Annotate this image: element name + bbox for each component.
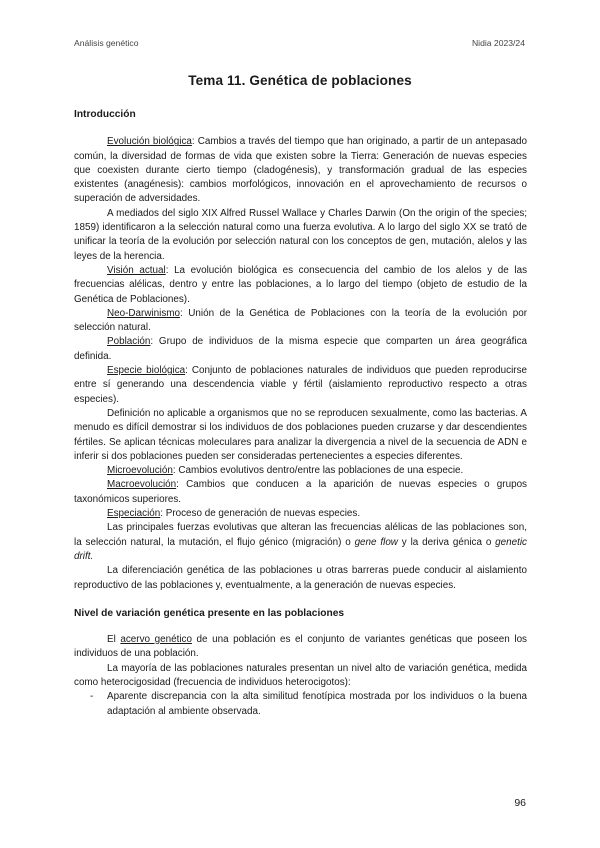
running-header-left: Análisis genético: [74, 38, 139, 48]
term-microevolucion: Microevolución: [107, 465, 173, 477]
paragraph-neo-darwinismo: Neo-Darwinismo: Unión de la Genética de Poblaciones con la teoría de la evolución por selección natural.: [74, 307, 527, 334]
section-heading-variacion-genetica: Nivel de variación genética presente en las poblaciones: [74, 607, 345, 619]
paragraph-historia: A mediados del siglo XIX Alfred Russel Wallace y Charles Darwin (On the origin of the species; 1859) identificaron a la selección natural como una fuerza evolutiva. A lo largo del siglo XX se trató de unificar la teoría de la evolución por selección natural con los conceptos de gen, mutación, alelos y las leyes de la herencia.: [74, 207, 527, 262]
paragraph-especie-biologica: Especie biológica: Conjunto de poblaciones naturales de individuos que pueden reproducirse entre sí generando una descendencia viable y fértil (aislamiento reproductivo respecto a otras especies).: [74, 365, 527, 405]
list-item: - Aparente discrepancia con la alta similitud fenotípica mostrada por los individuos o la buena adaptación al ambiente observada.: [74, 690, 527, 719]
dash-bullet: -: [90, 691, 94, 703]
term-acervo-genetico: acervo genético: [120, 634, 192, 646]
paragraph-diferenciacion-genetica: La diferenciación genética de las poblaciones u otras barreras puede conducir al aislamiento reproductivo de las poblaciones y, eventualmente, a la generación de nuevas especies.: [74, 565, 527, 591]
term-evolucion-biologica: Evolución biológica: [107, 136, 192, 148]
page-number: 96: [514, 797, 526, 809]
paragraph-microevolucion: Microevolución: Cambios evolutivos dentro/entre las poblaciones de una especie.: [107, 465, 464, 477]
term-macroevolucion: Macroevolución: [107, 479, 177, 491]
term-neo-darwinismo: Neo-Darwinismo: [107, 307, 180, 319]
paragraph-evolucion-biologica: Evolución biológica: Cambios a través del tiempo que han originado, a partir de un antepasado común, la diversidad de formas de vida que existen sobre la Tierra: Generación de nuevas especies que coexisten durante cierto tiempo (cladogénesis), y transformación gradual de las especies existentes (anagénesis): cambios morfológicos, innovación en el aprovechamiento de recursos o superación de adversidades.: [74, 136, 527, 205]
term-especie-biologica: Especie biológica: [107, 365, 186, 377]
running-header-right: Nidia 2023/24: [471, 38, 525, 48]
paragraph-vision-actual: Visión actual: La evolución biológica es consecuencia del cambio de los alelos y de las frecuencias alélicas, dentro y entre las poblaciones, a lo largo del tiempo (objeto de estudio de la Genética de Poblaciones).: [74, 264, 528, 305]
paragraph-definicion-bacterias: Definición no aplicable a organismos que no se reproducen sexualmente, como las bacterias. A menudo es difícil demostrar si los individuos de dos poblaciones pueden cruzarse y dar descendientes fértiles. Se aplican técnicas moleculares para analizar la divergencia a nivel de la secuencia de ADN e inferir si dos poblaciones pueden ser consideradas pertenecientes a especies diferentes.: [74, 407, 527, 462]
term-especiacion: Especiación: [107, 508, 161, 520]
paragraph-fuerzas-evolutivas: Las principales fuerzas evolutivas que alteran las frecuencias alélicas de las poblaciones son, la selección natural, la mutación, el flujo génico (migración) o gene flow y la deriva génica o genetic drift.: [74, 522, 527, 562]
paragraph-acervo-genetico: El acervo genético de una población es el conjunto de variantes genéticas que poseen los individuos de una población.: [74, 634, 527, 660]
paragraph-macroevolucion: Macroevolución: Cambios que conducen a la aparición de nuevas especies o grupos taxonómicos superiores.: [74, 479, 527, 505]
section-heading-introduccion: Introducción: [74, 109, 136, 120]
paragraph-poblacion: Población: Grupo de individuos de la misma especie que comparten un área geográfica definida.: [74, 336, 527, 362]
paragraph-especiacion: Especiación: Proceso de generación de nuevas especies.: [107, 508, 361, 520]
term-gene-flow: gene flow: [354, 536, 398, 548]
paragraph-heterocigosidad: La mayoría de las poblaciones naturales presentan un nivel alto de variación genética, medida como heterocigosidad (frecuencia de individuos heterocigotos):: [74, 662, 527, 688]
term-vision-actual: Visión actual: [107, 264, 166, 276]
term-genetic-drift: genetic drift.: [74, 536, 527, 562]
page-title: Tema 11. Genética de poblaciones: [188, 73, 412, 88]
page-content: [74, 108, 527, 719]
term-poblacion: Población: [107, 336, 151, 348]
